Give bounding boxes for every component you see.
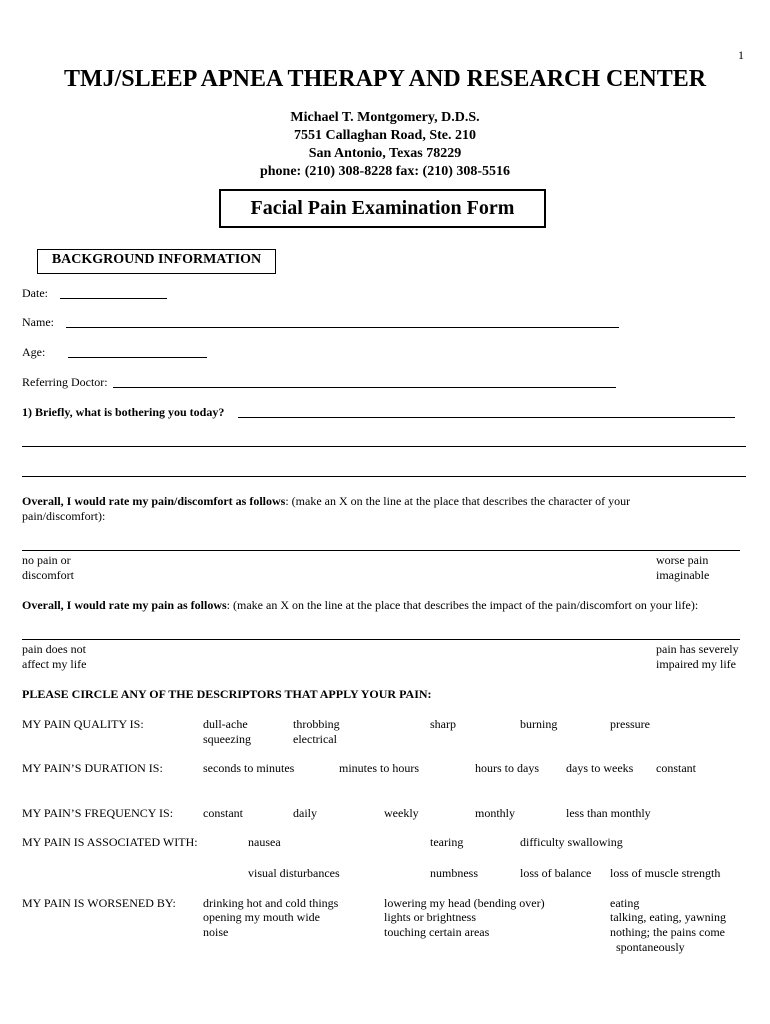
quality-burning[interactable]: burning: [520, 717, 558, 731]
rating-1-left-1: no pain or: [22, 553, 71, 567]
rating-1-label-bold: Overall, I would rate my pain/discomfort as follows: [22, 494, 286, 508]
associated-tearing[interactable]: tearing: [430, 835, 464, 849]
quality-electrical[interactable]: electrical: [293, 732, 337, 746]
associated-loss-of-muscle-strength[interactable]: loss of muscle strength: [610, 866, 721, 880]
rating-2-left-2: affect my life: [22, 657, 87, 671]
date-line[interactable]: [60, 298, 167, 299]
descriptors-heading: PLEASE CIRCLE ANY OF THE DESCRIPTORS THAT APPLY YOUR PAIN:: [22, 687, 432, 701]
section-title: BACKGROUND INFORMATION: [51, 252, 262, 267]
associated-loss-of-balance[interactable]: loss of balance: [520, 866, 592, 880]
rating-2-left-1: pain does not: [22, 642, 86, 656]
duration-option[interactable]: minutes to hours: [339, 761, 419, 775]
frequency-option[interactable]: monthly: [475, 806, 516, 820]
worsened-option[interactable]: nothing; the pains come: [610, 925, 725, 939]
worsened-option[interactable]: eating: [610, 896, 640, 910]
form-title: Facial Pain Examination Form: [250, 197, 515, 219]
duration-option[interactable]: hours to days: [475, 761, 539, 775]
address-line-2: San Antonio, Texas 78229: [308, 146, 462, 161]
rating-1-right-1: worse pain: [656, 553, 709, 567]
frequency-option[interactable]: constant: [203, 806, 243, 820]
worsened-option[interactable]: spontaneously: [610, 940, 685, 954]
duration-option[interactable]: days to weeks: [566, 761, 634, 775]
duration-option[interactable]: seconds to minutes: [203, 761, 295, 775]
worsened-option[interactable]: lowering my head (bending over): [384, 896, 545, 910]
rating-2-right-1: pain has severely: [656, 642, 739, 656]
page-number: 1: [738, 48, 744, 62]
rating-2-right-2: impaired my life: [656, 657, 736, 671]
question-1-line[interactable]: [238, 417, 735, 418]
frequency-option[interactable]: weekly: [384, 806, 419, 820]
rating-1-label-line-2: pain/discomfort):: [22, 509, 106, 523]
rating-1-right-2: imaginable: [656, 568, 710, 582]
rating-2-scale-line[interactable]: [22, 639, 740, 640]
worsened-option[interactable]: talking, eating, yawning: [610, 910, 726, 924]
rating-1-label: [22, 494, 630, 509]
quality-pressure[interactable]: pressure: [610, 717, 650, 731]
doctor-name: Michael T. Montgomery, D.D.S.: [290, 110, 480, 125]
frequency-label: MY PAIN’S FREQUENCY IS:: [22, 806, 174, 820]
rating-1-label-rest: : (make an X on the line at the place that describes the character of your: [285, 494, 631, 508]
answer-line-2[interactable]: [22, 446, 746, 447]
phone-fax: phone: (210) 308-8228 fax: (210) 308-5516: [259, 164, 511, 179]
rating-2-label-rest: : (make an X on the line at the place that describes the impact of the pain/discomfort on your life):: [226, 598, 699, 612]
quality-dull-ache[interactable]: dull-ache: [203, 717, 248, 731]
worsened-option[interactable]: drinking hot and cold things: [203, 896, 339, 910]
quality-sharp[interactable]: sharp: [430, 717, 456, 731]
worsened-option[interactable]: opening my mouth wide: [203, 910, 320, 924]
name-label: Name:: [22, 315, 54, 329]
rating-2-label-bold: Overall, I would rate my pain as follows: [22, 598, 227, 612]
associated-label: MY PAIN IS ASSOCIATED WITH:: [22, 835, 198, 849]
answer-line-3[interactable]: [22, 476, 746, 477]
referring-doctor-label: Referring Doctor:: [22, 375, 108, 389]
associated-numbness[interactable]: numbness: [430, 866, 478, 880]
age-line[interactable]: [68, 357, 207, 358]
referring-doctor-line[interactable]: [113, 387, 616, 388]
date-label: Date:: [22, 286, 48, 300]
worsened-option[interactable]: noise: [203, 925, 229, 939]
worsened-option[interactable]: touching certain areas: [384, 925, 490, 939]
associated-visual-disturbances[interactable]: visual disturbances: [248, 866, 340, 880]
worsened-option[interactable]: lights or brightness: [384, 910, 476, 924]
duration-option[interactable]: constant: [656, 761, 696, 775]
question-1-label: 1) Briefly, what is bothering you today?: [22, 405, 225, 419]
frequency-option[interactable]: less than monthly: [566, 806, 651, 820]
rating-1-scale-line[interactable]: [22, 550, 740, 551]
age-label: Age:: [22, 345, 46, 359]
quality-squeezing[interactable]: squeezing: [203, 732, 251, 746]
rating-2-label: [22, 598, 698, 613]
quality-label: MY PAIN QUALITY IS:: [22, 717, 144, 731]
quality-throbbing[interactable]: throbbing: [293, 717, 340, 731]
address-line-1: 7551 Callaghan Road, Ste. 210: [293, 128, 477, 143]
name-line[interactable]: [66, 327, 619, 328]
duration-label: MY PAIN’S DURATION IS:: [22, 761, 163, 775]
worsened-label: MY PAIN IS WORSENED BY:: [22, 896, 176, 910]
center-title: TMJ/SLEEP APNEA THERAPY AND RESEARCH CENTER: [63, 66, 707, 92]
associated-nausea[interactable]: nausea: [248, 835, 281, 849]
rating-1-left-2: discomfort: [22, 568, 74, 582]
associated-difficulty-swallowing[interactable]: difficulty swallowing: [520, 835, 623, 849]
frequency-option[interactable]: daily: [293, 806, 317, 820]
